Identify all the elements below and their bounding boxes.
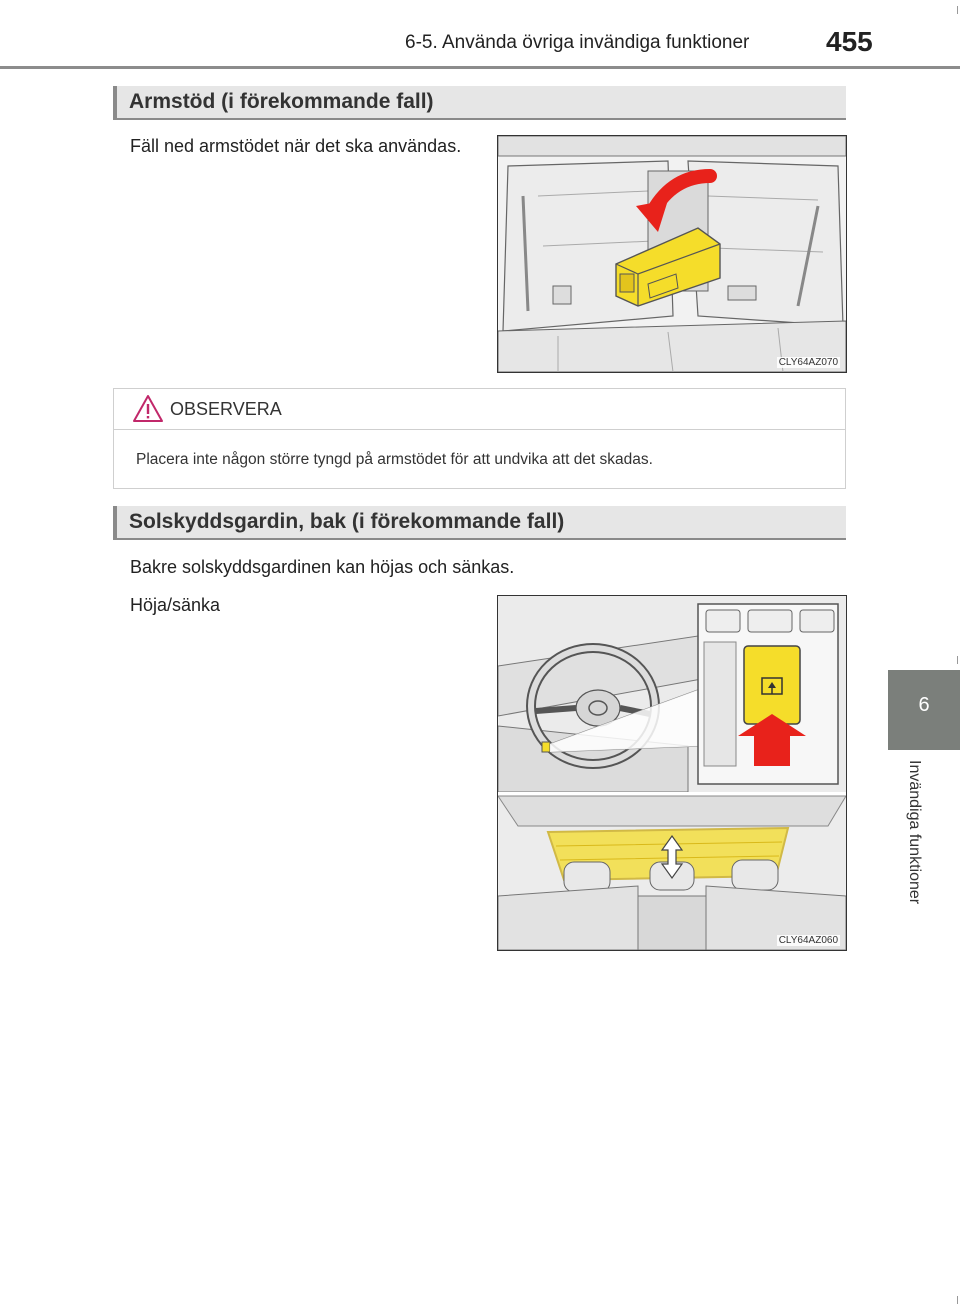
crop-mark — [957, 1296, 958, 1304]
figure-code-armrest: CLY64AZ070 — [778, 357, 838, 368]
page-number: 455 — [826, 26, 873, 57]
sunshade-action: Höja/sänka — [130, 595, 221, 615]
notice-label: OBSERVERA — [170, 399, 282, 419]
chapter-number: 6 — [918, 694, 930, 716]
chapter-title: Invändiga funktioner — [906, 760, 923, 905]
figure-code-sunshade: CLY64AZ060 — [778, 935, 838, 946]
armrest-illustration — [497, 135, 847, 373]
sunshade-drawing — [498, 596, 846, 950]
armrest-drawing — [498, 136, 846, 372]
sunshade-description: Bakre solskyddsgardinen kan höjas och sänkas. — [130, 557, 515, 577]
warning-icon — [132, 394, 164, 424]
section-title-sunshade: Solskyddsgardin, bak (i förekommande fall) — [129, 510, 565, 533]
section-title-armrest: Armstöd (i förekommande fall) — [129, 90, 434, 113]
sunshade-illustration — [497, 595, 847, 951]
section-heading-sunshade — [113, 506, 846, 540]
section-heading-armrest — [113, 86, 846, 120]
notice-text: Placera inte någon större tyngd på armstödet för att undvika att det skadas. — [136, 451, 653, 468]
crop-mark — [957, 656, 958, 664]
header-rule — [0, 66, 960, 69]
notice-box — [113, 388, 846, 489]
chapter-tab[interactable] — [888, 670, 960, 750]
armrest-instruction: Fäll ned armstödet när det ska användas. — [130, 136, 462, 156]
crop-mark — [957, 6, 958, 14]
header-section-title: 6-5. Använda övriga invändiga funktioner — [405, 32, 750, 53]
notice-header — [114, 389, 845, 430]
